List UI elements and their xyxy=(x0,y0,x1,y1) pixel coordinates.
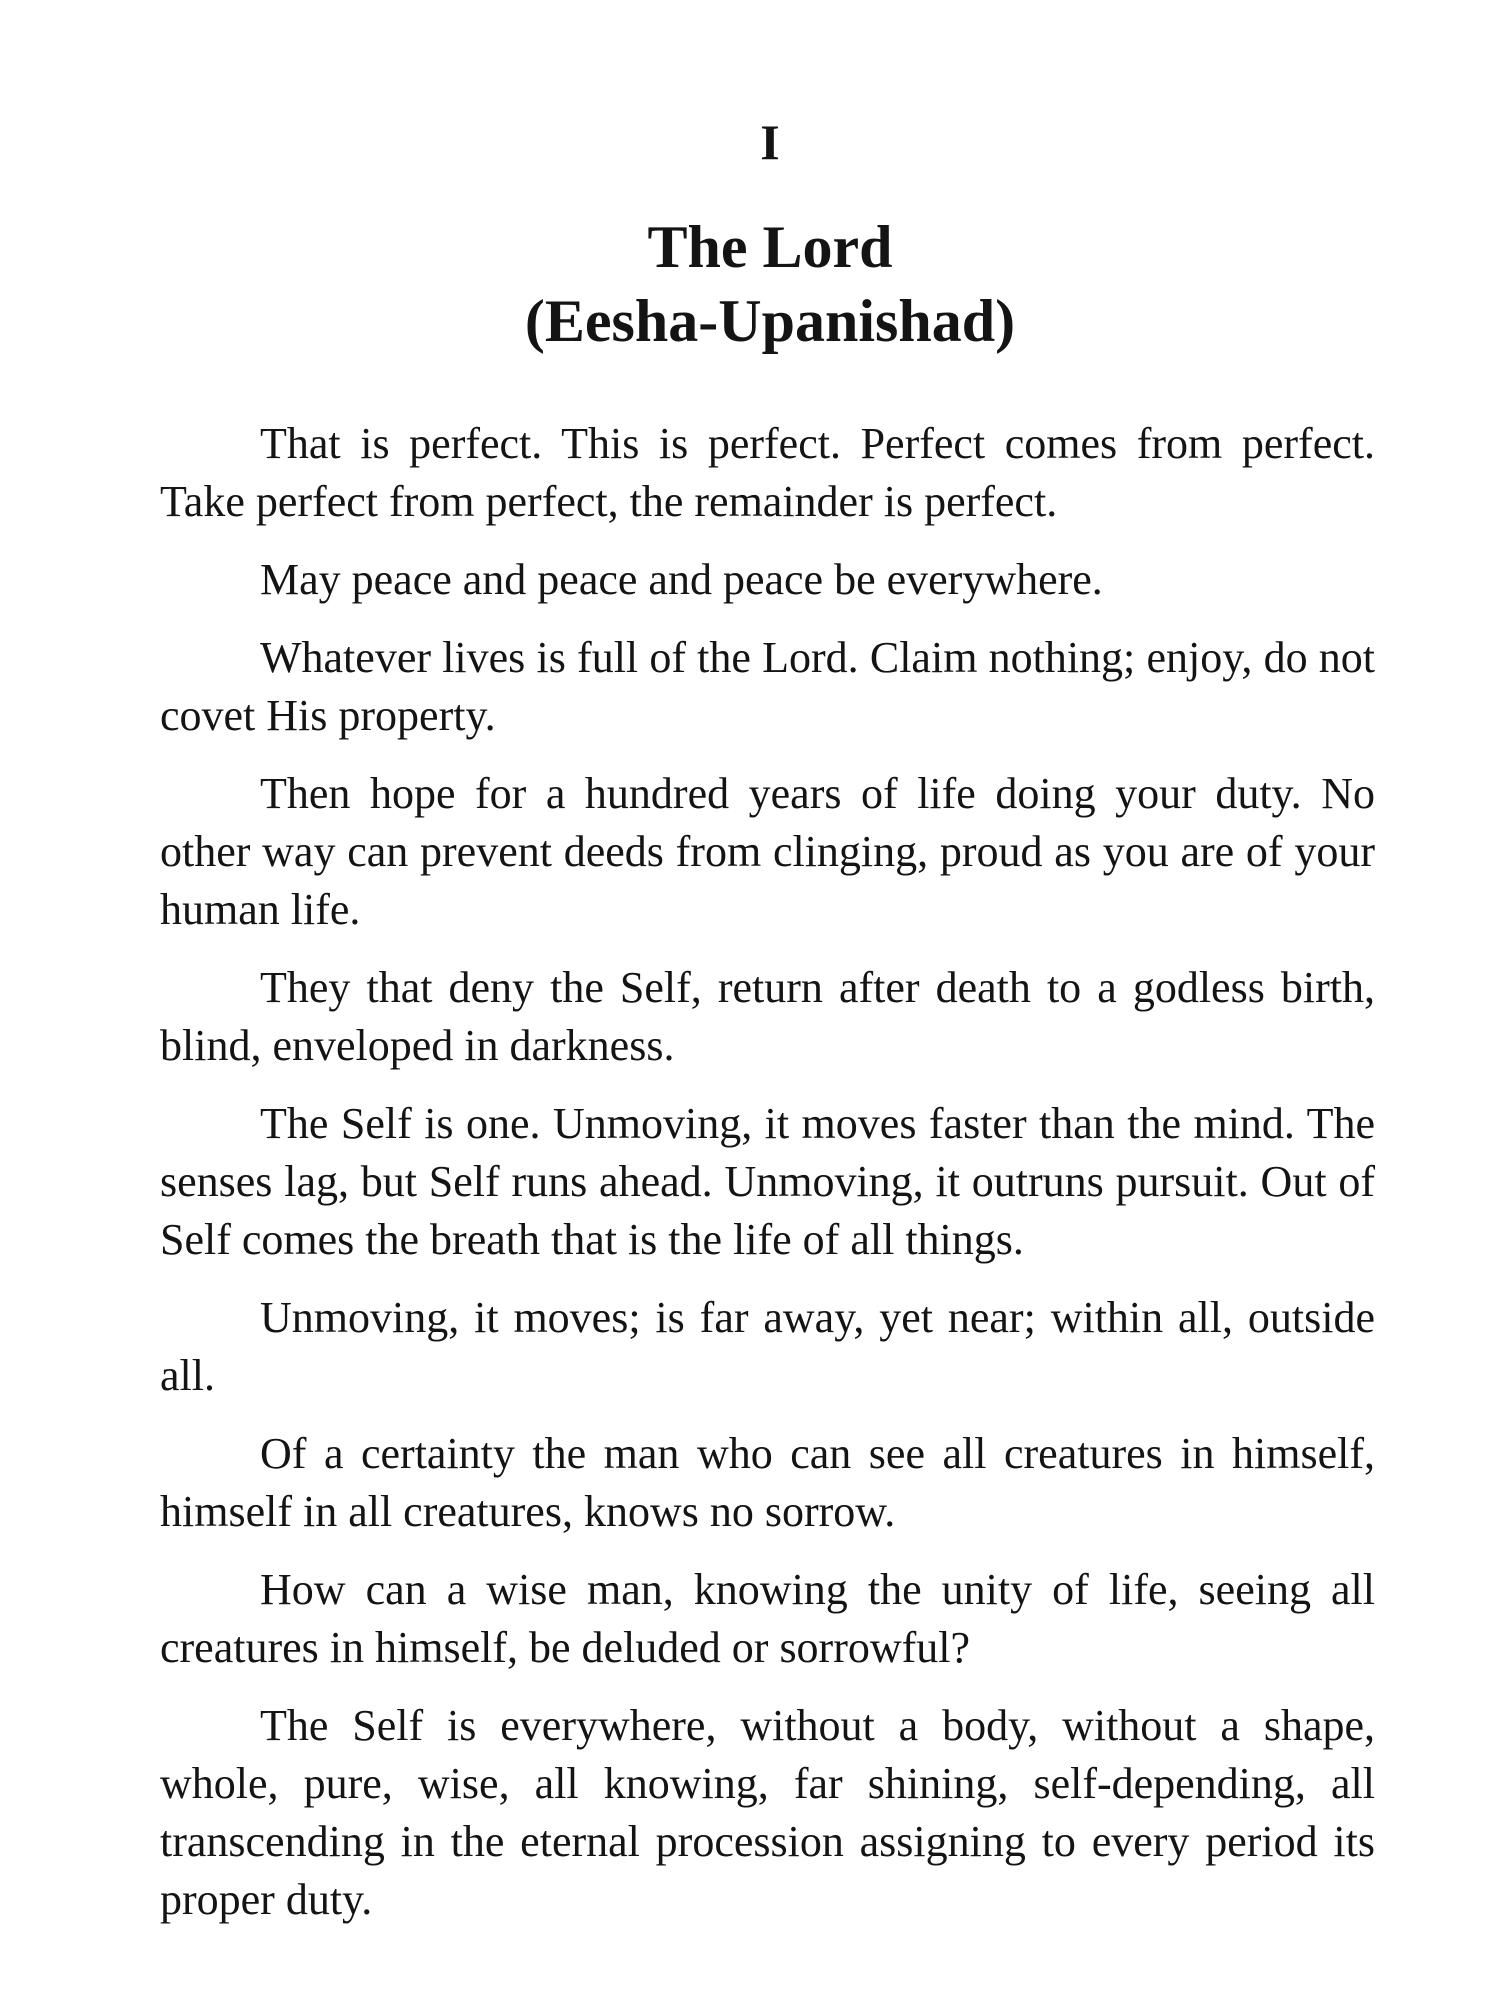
paragraph: May peace and peace and peace be everywhere. xyxy=(260,555,1103,604)
chapter-subtitle: (Eesha-Upanishad) xyxy=(524,288,1016,354)
paragraph: The Self is one. Unmoving, it moves faster than the mind. The senses lag, but Self runs ahead. Unmoving, it outruns pursuit. Out of Self comes the breath that is the life of all things. xyxy=(160,1099,1375,1264)
paragraph: They that deny the Self, return after death to a godless birth, blind, enveloped in darkness. xyxy=(160,963,1375,1070)
paragraph: Of a certainty the man who can see all creatures in himself, himself in all creatures, knows no sorrow. xyxy=(160,1429,1375,1536)
paragraph: Then hope for a hundred years of life doing your duty. No other way can prevent deeds from clinging, proud as you are of your human life. xyxy=(160,769,1375,934)
chapter-title: The Lord xyxy=(647,214,893,280)
paragraph: Whatever lives is full of the Lord. Claim nothing; enjoy, do not covet His property. xyxy=(160,633,1375,740)
paragraph: That is perfect. This is perfect. Perfect comes from perfect. Take perfect from perfect, the remainder is perfect. xyxy=(160,419,1375,526)
body-text xyxy=(160,415,1375,1949)
chapter-number: I xyxy=(760,114,780,170)
chapter-title-block xyxy=(0,210,1500,358)
paragraph: Unmoving, it moves; is far away, yet near; within all, outside all. xyxy=(160,1293,1375,1400)
paragraph: How can a wise man, knowing the unity of life, seeing all creatures in himself, be deluded or sorrowful? xyxy=(160,1565,1375,1672)
paragraph: The Self is everywhere, without a body, without a shape, whole, pure, wise, all knowing, far shining, self-depending, all transcending in the eternal procession assigning to every period its proper duty. xyxy=(160,1701,1375,1924)
